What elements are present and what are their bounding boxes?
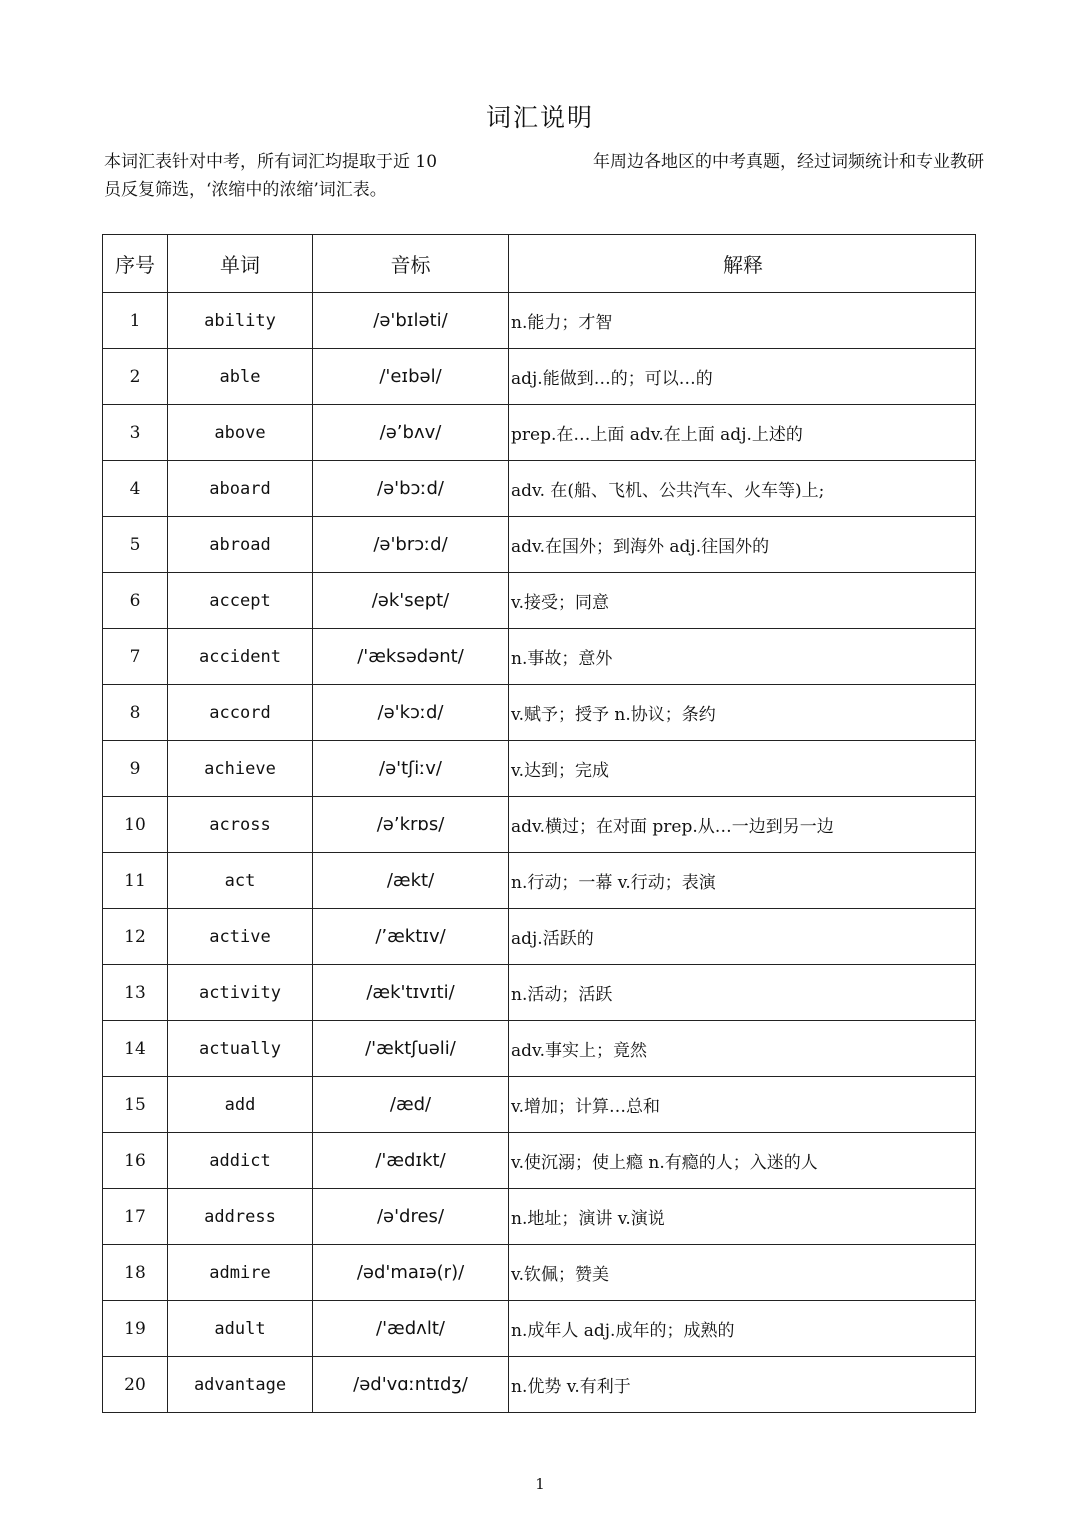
table-row	[103, 1245, 976, 1301]
row-number: 7	[103, 629, 168, 685]
row-phonetic: /'ædʌlt/	[313, 1301, 509, 1357]
row-phonetic: /ækt/	[313, 853, 509, 909]
row-number: 9	[103, 741, 168, 797]
table-row	[103, 1301, 976, 1357]
row-phonetic: /ə'kɔːd/	[313, 685, 509, 741]
row-definition: v.接受；同意	[509, 573, 976, 629]
row-word: accident	[168, 629, 313, 685]
vocabulary-table	[102, 234, 976, 1413]
row-number: 5	[103, 517, 168, 573]
row-word: above	[168, 405, 313, 461]
row-definition: n.行动；一幕 v.行动；表演	[509, 853, 976, 909]
header-definition: 解释	[509, 235, 976, 293]
row-definition: prep.在…上面 adv.在上面 adj.上述的	[509, 405, 976, 461]
table-row	[103, 517, 976, 573]
row-number: 10	[103, 797, 168, 853]
row-definition: n.事故；意外	[509, 629, 976, 685]
row-phonetic: /ə’bʌv/	[313, 405, 509, 461]
row-number: 11	[103, 853, 168, 909]
table-row	[103, 853, 976, 909]
row-number: 1	[103, 293, 168, 349]
row-phonetic: /əd'vɑːntɪdʒ/	[313, 1357, 509, 1413]
row-definition: n.优势 v.有利于	[509, 1357, 976, 1413]
row-phonetic: /ə'tʃiːv/	[313, 741, 509, 797]
row-phonetic: /æd/	[313, 1077, 509, 1133]
row-word: adult	[168, 1301, 313, 1357]
row-phonetic: /ə’krɒs/	[313, 797, 509, 853]
table-row	[103, 965, 976, 1021]
table-row	[103, 1133, 976, 1189]
row-number: 20	[103, 1357, 168, 1413]
intro-line-1-right: 年周边各地区的中考真题，经过词频统计和专业教研	[593, 152, 984, 172]
row-definition: v.钦佩；赞美	[509, 1245, 976, 1301]
row-definition: adv.横过；在对面 prep.从…一边到另一边	[509, 797, 976, 853]
table-row	[103, 797, 976, 853]
row-word: admire	[168, 1245, 313, 1301]
row-word: achieve	[168, 741, 313, 797]
row-word: accept	[168, 573, 313, 629]
row-definition: adv.在国外；到海外 adj.往国外的	[509, 517, 976, 573]
intro-line-2: 员反复筛选，‘浓缩中的浓缩’词汇表。	[104, 180, 387, 200]
row-definition: adv. 在(船、飞机、公共汽车、火车等)上;	[509, 461, 976, 517]
row-word: advantage	[168, 1357, 313, 1413]
header-word: 单词	[168, 235, 313, 293]
row-number: 2	[103, 349, 168, 405]
row-number: 6	[103, 573, 168, 629]
row-word: actually	[168, 1021, 313, 1077]
row-word: abroad	[168, 517, 313, 573]
row-definition: adj.活跃的	[509, 909, 976, 965]
row-word: aboard	[168, 461, 313, 517]
table-row	[103, 461, 976, 517]
row-word: addict	[168, 1133, 313, 1189]
row-number: 12	[103, 909, 168, 965]
table-row	[103, 405, 976, 461]
table-row	[103, 573, 976, 629]
row-number: 4	[103, 461, 168, 517]
table-row	[103, 741, 976, 797]
row-definition: n.能力；才智	[509, 293, 976, 349]
row-phonetic: /æk'tɪvɪti/	[313, 965, 509, 1021]
document-title: 词汇说明	[485, 103, 594, 132]
table-row	[103, 629, 976, 685]
row-phonetic: /ə'bɪləti/	[313, 293, 509, 349]
header-no: 序号	[103, 235, 168, 293]
row-number: 8	[103, 685, 168, 741]
table-row	[103, 1189, 976, 1245]
row-phonetic: /'ædɪkt/	[313, 1133, 509, 1189]
table-row	[103, 1357, 976, 1413]
row-word: activity	[168, 965, 313, 1021]
row-definition: v.达到；完成	[509, 741, 976, 797]
row-definition: v.使沉溺；使上瘾 n.有瘾的人；入迷的人	[509, 1133, 976, 1189]
table-row	[103, 685, 976, 741]
row-definition: adj.能做到…的；可以…的	[509, 349, 976, 405]
row-word: add	[168, 1077, 313, 1133]
row-definition: n.活动；活跃	[509, 965, 976, 1021]
table-body	[103, 293, 976, 1413]
row-number: 17	[103, 1189, 168, 1245]
row-word: accord	[168, 685, 313, 741]
row-number: 13	[103, 965, 168, 1021]
row-number: 14	[103, 1021, 168, 1077]
table-row	[103, 909, 976, 965]
row-phonetic: /ə'brɔːd/	[313, 517, 509, 573]
row-number: 18	[103, 1245, 168, 1301]
row-word: active	[168, 909, 313, 965]
table-row	[103, 1021, 976, 1077]
row-number: 19	[103, 1301, 168, 1357]
row-number: 16	[103, 1133, 168, 1189]
intro-line-1	[104, 148, 984, 176]
intro-line-1-left: 本词汇表针对中考，所有词汇均提取于近 10	[104, 152, 438, 172]
row-phonetic: /'æksədənt/	[313, 629, 509, 685]
table-row	[103, 349, 976, 405]
header-ipa: 音标	[313, 235, 509, 293]
row-definition: v.赋予；授予 n.协议；条约	[509, 685, 976, 741]
row-phonetic: /əd'maɪə(r)/	[313, 1245, 509, 1301]
intro-paragraph	[104, 148, 984, 204]
row-word: able	[168, 349, 313, 405]
row-number: 3	[103, 405, 168, 461]
row-definition: n.成年人 adj.成年的；成熟的	[509, 1301, 976, 1357]
page-number: 1	[535, 1475, 545, 1493]
row-definition: v.增加；计算…总和	[509, 1077, 976, 1133]
row-number: 15	[103, 1077, 168, 1133]
row-phonetic: /ək'sept/	[313, 573, 509, 629]
row-phonetic: /'æktʃuəli/	[313, 1021, 509, 1077]
row-phonetic: /'eɪbəl/	[313, 349, 509, 405]
row-word: across	[168, 797, 313, 853]
table-header-row	[103, 235, 976, 293]
table-row	[103, 293, 976, 349]
row-word: act	[168, 853, 313, 909]
row-phonetic: /ə'bɔːd/	[313, 461, 509, 517]
row-definition: adv.事实上；竟然	[509, 1021, 976, 1077]
row-phonetic: /’æktɪv/	[313, 909, 509, 965]
table-row	[103, 1077, 976, 1133]
row-word: ability	[168, 293, 313, 349]
row-definition: n.地址；演讲 v.演说	[509, 1189, 976, 1245]
row-phonetic: /ə'dres/	[313, 1189, 509, 1245]
row-word: address	[168, 1189, 313, 1245]
